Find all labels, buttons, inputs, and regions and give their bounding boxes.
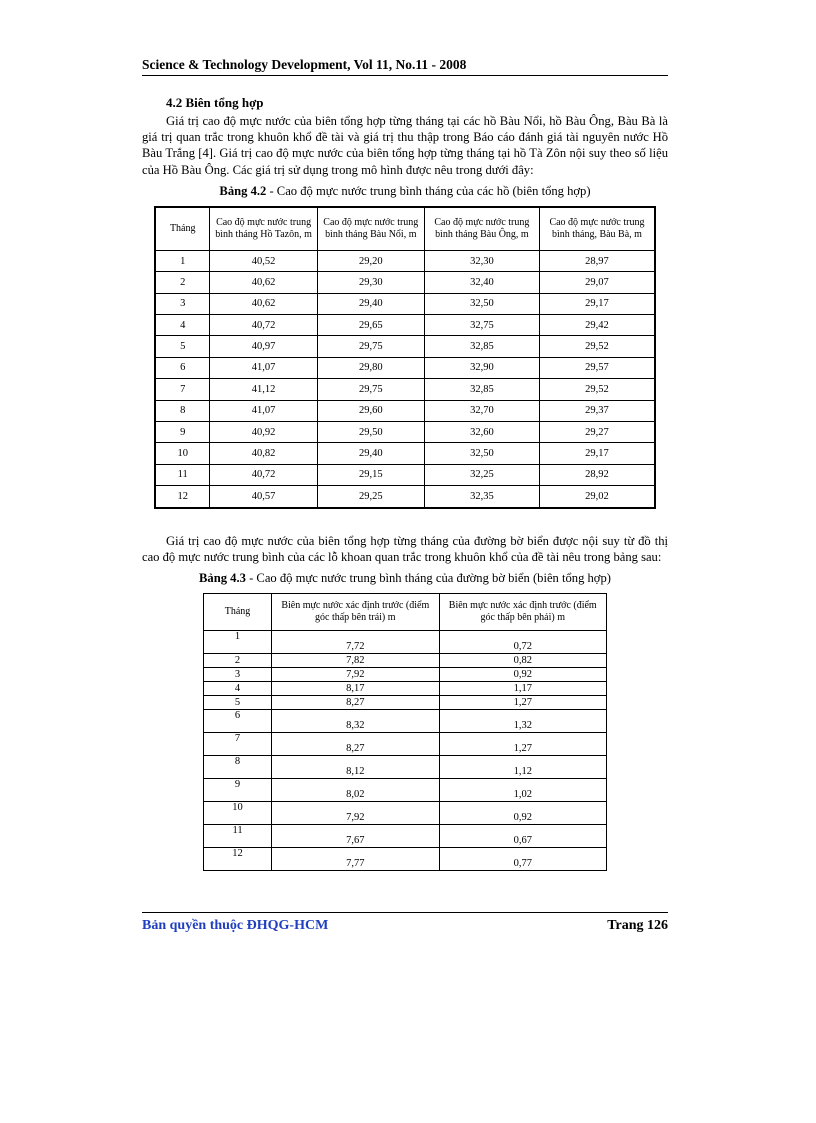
table-4-3-caption	[142, 570, 668, 586]
value-cell: 29,25	[317, 486, 424, 508]
month-cell: 8	[155, 400, 210, 421]
value-cell: 29,52	[539, 379, 655, 400]
value-cell: 32,90	[424, 357, 539, 378]
value-cell: 8,27	[272, 732, 439, 755]
value-cell: 29,17	[539, 443, 655, 464]
value-cell: 8,27	[272, 695, 439, 709]
table-row	[155, 357, 655, 378]
month-cell: 9	[204, 778, 272, 801]
value-cell: 29,80	[317, 357, 424, 378]
running-header: Science & Technology Development, Vol 11, No.11 - 2008	[142, 56, 668, 76]
value-cell: 32,40	[424, 272, 539, 293]
paragraph-coastline: Giá trị cao độ mực nước của biên tổng hợp từng tháng của đường bờ biển được nội suy từ đồ thị cao độ mực nước trung bình của các lỗ khoan quan trắc trong khuôn khổ của đề tài nêu trong bảng sau:	[142, 533, 668, 564]
month-cell: 7	[204, 732, 272, 755]
value-cell: 32,30	[424, 250, 539, 271]
month-cell: 7	[155, 379, 210, 400]
table-header-row	[204, 593, 607, 630]
value-cell: 29,37	[539, 400, 655, 421]
value-cell: 32,35	[424, 486, 539, 508]
header-left-corner: Biên mực nước xác định trước (điểm góc thấp bên trái) m	[272, 593, 439, 630]
table-row	[155, 250, 655, 271]
page-footer	[142, 912, 668, 935]
month-cell: 5	[204, 695, 272, 709]
table-row	[204, 709, 607, 732]
value-cell: 29,15	[317, 464, 424, 485]
value-cell: 32,50	[424, 293, 539, 314]
value-cell: 0,67	[439, 824, 606, 847]
header-month: Tháng	[204, 593, 272, 630]
value-cell: 40,97	[210, 336, 317, 357]
value-cell: 32,85	[424, 336, 539, 357]
page-number: Trang 126	[607, 918, 668, 933]
value-cell: 7,67	[272, 824, 439, 847]
value-cell: 1,27	[439, 695, 606, 709]
value-cell: 8,02	[272, 778, 439, 801]
table-row	[204, 755, 607, 778]
value-cell: 40,72	[210, 464, 317, 485]
value-cell: 40,72	[210, 314, 317, 335]
table-row	[204, 847, 607, 870]
caption-label: Bảng 4.3	[199, 570, 246, 585]
month-cell: 10	[204, 801, 272, 824]
month-cell: 10	[155, 443, 210, 464]
value-cell: 28,97	[539, 250, 655, 271]
value-cell: 29,27	[539, 421, 655, 442]
value-cell: 8,17	[272, 681, 439, 695]
month-cell: 12	[155, 486, 210, 508]
table-row	[155, 486, 655, 508]
value-cell: 41,07	[210, 357, 317, 378]
table-row	[204, 653, 607, 667]
value-cell: 40,57	[210, 486, 317, 508]
value-cell: 29,20	[317, 250, 424, 271]
header-bau-ong: Cao độ mực nước trung bình tháng Bàu Ông, m	[424, 207, 539, 251]
value-cell: 40,52	[210, 250, 317, 271]
value-cell: 7,92	[272, 801, 439, 824]
value-cell: 0,72	[439, 630, 606, 653]
table-row	[204, 695, 607, 709]
coastline-water-level-table	[203, 593, 607, 871]
value-cell: 41,12	[210, 379, 317, 400]
lake-water-level-table	[154, 206, 656, 509]
table-row	[204, 824, 607, 847]
value-cell: 32,25	[424, 464, 539, 485]
table-row	[204, 801, 607, 824]
value-cell: 8,12	[272, 755, 439, 778]
value-cell: 40,62	[210, 272, 317, 293]
paragraph-intro: Giá trị cao độ mực nước của biên tổng hợp từng tháng tại các hồ Bàu Nổi, hồ Bàu Ông, Bàu Bà là giá trị quan trắc trong khuôn khổ đề tài và giá trị thu thập trong Báo cáo đánh giá tài nguyên nước Hồ Bàu Trắng [4]. Giá trị cao độ mực nước của biên tổng hợp từng tháng tại hồ Tà Zôn nội suy theo số liệu của Hồ Bàu Ông. Các giá trị sử dụng trong mô hình được nêu trong dưới đây:	[142, 114, 668, 177]
value-cell: 0,82	[439, 653, 606, 667]
value-cell: 1,12	[439, 755, 606, 778]
value-cell: 29,40	[317, 293, 424, 314]
month-cell: 3	[155, 293, 210, 314]
month-cell: 4	[204, 681, 272, 695]
value-cell: 28,92	[539, 464, 655, 485]
header-month: Tháng	[155, 207, 210, 251]
value-cell: 7,77	[272, 847, 439, 870]
table-4-2-caption	[142, 183, 668, 199]
value-cell: 0,77	[439, 847, 606, 870]
value-cell: 29,07	[539, 272, 655, 293]
value-cell: 32,50	[424, 443, 539, 464]
table-row	[155, 336, 655, 357]
page-content	[142, 94, 668, 871]
value-cell: 1,32	[439, 709, 606, 732]
value-cell: 0,92	[439, 801, 606, 824]
value-cell: 1,17	[439, 681, 606, 695]
value-cell: 40,82	[210, 443, 317, 464]
month-cell: 11	[155, 464, 210, 485]
value-cell: 29,40	[317, 443, 424, 464]
caption-label: Bảng 4.2	[219, 183, 267, 198]
table-row	[204, 667, 607, 681]
month-cell: 4	[155, 314, 210, 335]
value-cell: 29,65	[317, 314, 424, 335]
value-cell: 7,72	[272, 630, 439, 653]
value-cell: 41,07	[210, 400, 317, 421]
table-row	[155, 314, 655, 335]
header-bau-noi: Cao độ mực nước trung bình tháng Bàu Nổi, m	[317, 207, 424, 251]
value-cell: 7,82	[272, 653, 439, 667]
value-cell: 8,32	[272, 709, 439, 732]
value-cell: 32,85	[424, 379, 539, 400]
header-tazon: Cao độ mực nước trung bình tháng Hồ Tazôn, m	[210, 207, 317, 251]
month-cell: 9	[155, 421, 210, 442]
value-cell: 40,62	[210, 293, 317, 314]
table-row	[155, 464, 655, 485]
value-cell: 32,70	[424, 400, 539, 421]
value-cell: 1,02	[439, 778, 606, 801]
value-cell: 29,50	[317, 421, 424, 442]
value-cell: 29,60	[317, 400, 424, 421]
header-right-corner: Biên mực nước xác định trước (điểm góc thấp bên phải) m	[439, 593, 606, 630]
month-cell: 8	[204, 755, 272, 778]
table-row	[155, 421, 655, 442]
table-row	[155, 272, 655, 293]
month-cell: 5	[155, 336, 210, 357]
value-cell: 0,92	[439, 667, 606, 681]
table-row	[204, 732, 607, 755]
table-row	[155, 400, 655, 421]
caption-text: - Cao độ mực nước trung bình tháng của đường bờ biển (biên tổng hợp)	[245, 570, 611, 585]
value-cell: 29,17	[539, 293, 655, 314]
month-cell: 12	[204, 847, 272, 870]
value-cell: 1,27	[439, 732, 606, 755]
table-row	[204, 681, 607, 695]
table-row	[204, 630, 607, 653]
value-cell: 7,92	[272, 667, 439, 681]
month-cell: 3	[204, 667, 272, 681]
value-cell: 32,60	[424, 421, 539, 442]
month-cell: 1	[204, 630, 272, 653]
table-row	[155, 379, 655, 400]
table-row	[155, 443, 655, 464]
month-cell: 11	[204, 824, 272, 847]
table-row	[155, 293, 655, 314]
header-bau-ba: Cao độ mực nước trung bình tháng, Bàu Bà, m	[539, 207, 655, 251]
section-title: 4.2 Biên tổng hợp	[166, 95, 264, 110]
value-cell: 32,75	[424, 314, 539, 335]
month-cell: 2	[155, 272, 210, 293]
month-cell: 6	[204, 709, 272, 732]
month-cell: 1	[155, 250, 210, 271]
value-cell: 29,02	[539, 486, 655, 508]
table-row	[204, 778, 607, 801]
value-cell: 29,52	[539, 336, 655, 357]
table-header-row	[155, 207, 655, 251]
month-cell: 2	[204, 653, 272, 667]
value-cell: 40,92	[210, 421, 317, 442]
value-cell: 29,42	[539, 314, 655, 335]
copyright-notice: Bản quyền thuộc ĐHQG-HCM	[142, 918, 329, 933]
value-cell: 29,75	[317, 379, 424, 400]
month-cell: 6	[155, 357, 210, 378]
value-cell: 29,30	[317, 272, 424, 293]
value-cell: 29,57	[539, 357, 655, 378]
value-cell: 29,75	[317, 336, 424, 357]
caption-text: - Cao độ mực nước trung bình tháng của các hồ (biên tổng hợp)	[266, 183, 591, 198]
